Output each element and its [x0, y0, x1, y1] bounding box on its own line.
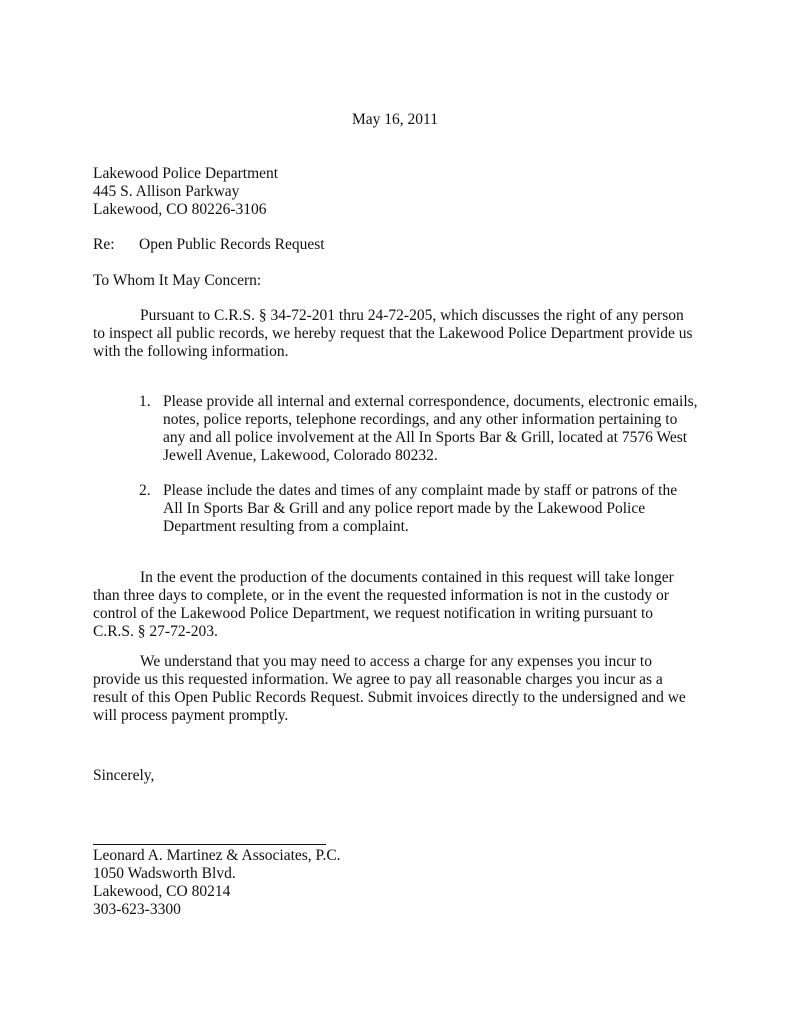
request-line: Jewell Avenue, Lakewood, Colorado 80232.	[163, 447, 438, 464]
re-label: Re:	[93, 236, 115, 253]
intro-line: to inspect all public records, we hereby request that the Lakewood Police Department provide us	[93, 325, 693, 342]
request-line: any and all police involvement at the All In Sports Bar & Grill, located at 7576 West	[163, 429, 688, 446]
charges-paragraph	[93, 653, 701, 725]
delay-line: C.R.S. § 27-72-203.	[93, 623, 218, 640]
salutation: To Whom It May Concern:	[93, 272, 262, 289]
delay-line: than three days to complete, or in the event the requested information is not in the custody or	[93, 587, 669, 604]
intro-paragraph	[93, 307, 701, 361]
request-line: Please provide all internal and external correspondence, documents, electronic emails,	[163, 393, 698, 410]
delay-line: control of the Lakewood Police Department, we request notification in writing pursuant to	[93, 605, 654, 622]
recipient-name: Lakewood Police Department	[93, 165, 279, 182]
signature-city: Lakewood, CO 80214	[93, 883, 231, 900]
charges-line: will process payment promptly.	[93, 707, 289, 724]
request-line: All In Sports Bar & Grill and any police report made by the Lakewood Police	[163, 500, 646, 517]
request-item	[163, 393, 698, 465]
charges-line: We understand that you may need to access a charge for any expenses you incur to	[140, 653, 652, 670]
request-number: 2.	[139, 482, 151, 499]
signature-name: Leonard A. Martinez & Associates, P.C.	[93, 847, 341, 864]
request-line: Department resulting from a complaint.	[163, 518, 409, 535]
request-number: 1.	[139, 393, 151, 410]
delay-paragraph	[93, 569, 701, 641]
letter-date: May 16, 2011	[352, 111, 438, 128]
intro-line: with the following information.	[93, 343, 289, 360]
closing: Sincerely,	[93, 767, 155, 784]
request-line: Please include the dates and times of any complaint made by staff or patrons of the	[163, 482, 678, 499]
signature-phone: 303-623-3300	[93, 901, 181, 918]
signature-street: 1050 Wadsworth Blvd.	[93, 865, 236, 882]
re-subject: Open Public Records Request	[139, 236, 325, 253]
recipient-city: Lakewood, CO 80226-3106	[93, 201, 267, 218]
request-item	[163, 482, 677, 536]
recipient-street: 445 S. Allison Parkway	[93, 183, 240, 200]
charges-line: provide us this requested information. We agree to pay all reasonable charges you incur as a	[93, 671, 663, 688]
delay-line: In the event the production of the documents contained in this request will take longer	[140, 569, 674, 586]
signature-line	[93, 844, 326, 845]
charges-line: result of this Open Public Records Request. Submit invoices directly to the undersigned and we	[93, 689, 686, 706]
intro-line: Pursuant to C.R.S. § 34-72-201 thru 24-72-205, which discusses the right of any person	[140, 307, 684, 324]
request-line: notes, police reports, telephone recordings, and any other information pertaining to	[163, 411, 678, 428]
